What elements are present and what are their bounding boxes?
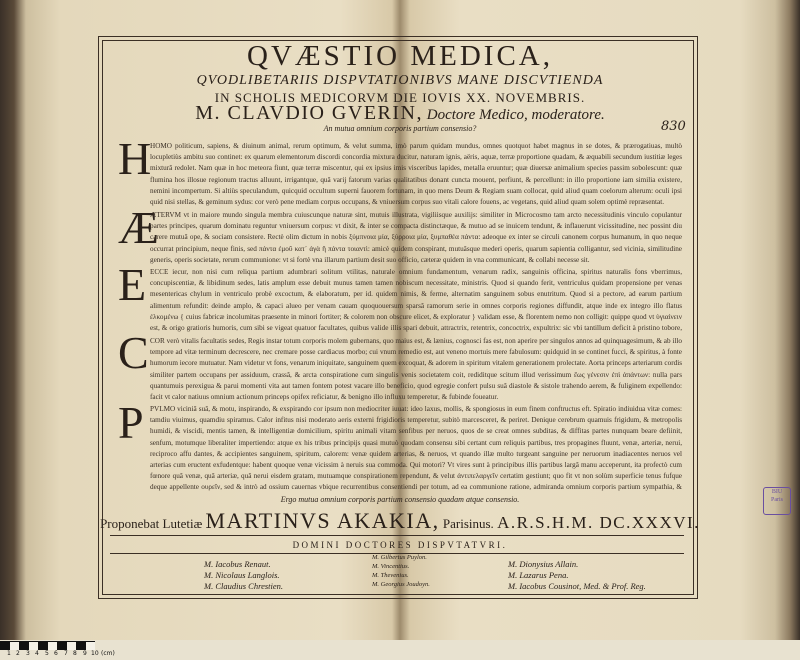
ruler-unit: (cm) [101, 650, 115, 657]
doctor-name: M. Dionysius Allain. [508, 559, 579, 569]
doctor-name: M. Thevenius. [372, 572, 409, 579]
question-subtitle: An mutua omnium corporis partium consensio? [323, 124, 477, 133]
title-line-2: QVODLIBETARIIS DISPVTATIONIBVS MANE DISCVTIENDA [196, 73, 604, 88]
ruler-label: 10 [91, 650, 99, 657]
doctors-center-column [372, 553, 430, 589]
ruler-label: 5 [45, 650, 49, 657]
drop-initial-e: E [118, 259, 147, 310]
ruler-label: 7 [64, 650, 68, 657]
doctor-name: M. Iacobus Cousinot, Med. & Prof. Reg. [508, 581, 646, 591]
doctor-name: M. Iacobus Renaut. [204, 559, 271, 569]
drop-initial-c: C [118, 327, 149, 378]
ruler-label: 1 [7, 650, 11, 657]
doctor-name: M. Claudius Chrestien. [204, 581, 284, 591]
folio-number: 830 [661, 119, 686, 134]
proponebat-line [0, 508, 800, 534]
moderator-name: M. CLAVDIO GVERIN, [195, 102, 423, 124]
title-line-1: QVÆSTIO MEDICA, [247, 40, 553, 72]
library-stamp: BIU Paris [763, 487, 791, 515]
divider-upper [110, 535, 684, 536]
doctor-name: M. Georgius Joudoyn. [372, 581, 430, 588]
title-line-3: IN SCHOLIS MEDICORVM DIE IOVIS XX. NOVEMBRIS. [214, 90, 586, 105]
doctor-name: M. Lazarus Pena. [508, 570, 569, 580]
doctors-left-column [204, 559, 283, 592]
ruler-label: 2 [16, 650, 20, 657]
ruler-label: 9 [83, 650, 87, 657]
paragraph-homo: HOMO politicum, sapiens, & diuinum animal, rerum optimum, & velut summa, imò parum quidam mundus, omnes quotquot habet magnus in se dotes, & prærogatiuas, multò locupletiùs ambitu suo continet: ex quarum elementorum discordi concordia mixtura ducitur, naturam ignis, aëris, aquæ, terræ proportione quadam, & æquabili secundum iustitiæ leges mixturâ redolet. Nam quæ in hoc meteora fiunt, quæ terræ miscentur, qui ex ipsius imis visceribus lapides, metalla eruuntur; quæ diuersæ animalium species passim sobolescunt: quæ flumina hos illosue regionum tractus alluunt, irrigantque, quâ varij fatorum varias qualitatibus donant cuncta mouent, perfiunt, & percellunt: in illo proportione iam similia existere, nemini incompertum. Si altiùs speculandum, quicquid occultum superni fauorem fortunam, in quo mens Deum & Regiam suam collocat, quid aliud quam coelorum alterum: oculi ipsi quid nisi stellas, & geminum sydus: cor verò pene mediam corpus occupans, & vniuersum corpus suo vitali calore fouens, ac vegetans, quid aliud quam solem optimè repræsentat. [150, 142, 682, 207]
proponebat-name: MARTINVS AKAKIA, [205, 508, 440, 533]
paragraph-ecce: ECCE iecur, non nisi cum reliqua partium adumbrari solitum vtilitas, naturale omnium fundamentum, venarum radix, sanguinis officina, spiritus naturalis fons vberrimus, concupiscentiæ, & libidinum sedes, latis amplum esse debuit munus tamen tamen nobiscum necessitate, ministris. Quod si quando ferit, ventriculus quidam propensione per venas mesentericas chylum in ventriculo probè excoctum, & elaboratum, per id. quidem nimis, & ferme, alternatim sanguinem sobus enutritum. Quod si a pectore, ad earum partium alimentum refundit: deinde amplo, & capaci alueo per venam cauam quoquouersum sparsâ ramorum serie in omnes corporis regiones diffundit, atque inde ex integro illo flatus ἐλκομένω { cuius fabricæ incolumitas praesente in minori fortiter; & colorem non obscure elicet, & exploratur } validam esse, & florentem nemo non colligit: quippe quod vt ὑγιαίνειν est, & origo gratioris humoris, cum sibi se vigeat quatuor facultates, quibus valide illis spari debuit, attractrix, retentrix, concoctrix, expultrix: sic vbi tantillum deficit à pristino tobore, [150, 268, 682, 333]
ruler-label: 3 [26, 650, 30, 657]
drop-initial-ae: Æ [118, 202, 159, 253]
proponebat-date: A.R.S.H.M. DC.XXXVI. [497, 513, 700, 532]
paragraph-caeterum: ÆTERVM vt in maiore mundo singula membra cuiuscunque naturæ sint, mutuis illustrata, vigiliisque auxilijs: similiter in Microcosmo tam arcto necessitudinis vinculo copulantur partes principes, quarum dominatu reguntur vniuersum corpus: vt dixit, & inter se compacta distinctæque, & mutuo ad se inuicem tendunt, & inflauerunt vicissitudine, nec possint diu carere mutuâ ope, & sociam consistere. Rectè olim dictum in nobis ξύμπνοια μία, ξύρροια μία, ξυμπαθέα πάντα: adeoque ex inter se circuli canonem corpus humanum, in quo neque occurrat principium, neque finis, sed πάντα ἐμοῦ κατ᾽ ἀγὰ ἢ πάντα τοιαντὶ: amicè quidem conspirant, mutuâsque mederi operis, quarum sapientia colligantur, sed vicinia, similitudine generis, operis societate, rerum communione: vt si fortè vna illarum partium desit suo officio, cæteræ quidem in vna communicant, & collabi necesse sit. [150, 211, 682, 264]
moderator-role: Doctore Medico, moderatore. [422, 107, 605, 123]
ruler-label: 8 [73, 650, 77, 657]
ruler-label: 6 [54, 650, 58, 657]
proponebat-prefix: Proponebat Lutetiæ [100, 516, 206, 531]
paragraph-cor: COR verò vitalis facultatis sedes, Regis instar totum corporis molem gubernans, quo maius est, & lænius, cognosci fas est, non aperire per singulos annos ad quinquagesimum, & ab illo tempore ad vitæ terminum decrescere, nec cremare posse cardiacus morbo; cui vnum remedio est, aut veneno mortuis mere fabulosum: quidquid in se continet fucci, & spiritus, à fonte humorum iecore mutuatur. Nam videtur vt fons, venarum iniquitate, sanguinem quem excoquat, & adorem in spiritum vitalem generationem prolectate. Aorta princeps arteriarum cordis similiter partem occupans per assiduum, crassâ, & arcta conspiratione cum singulis venis societatem coit, rediditque scitum illud verissimum ἕως γένεσιν ἐπὶ ἀπάντων: nulla pars quantumuis perexigua & parui momenti vita aut tamen fontem potest vacare illo beneficio, quod egregie confert pulsu suâ diastole & sistole trahendo aerem, & fuliginem expellendo: facit vt calor natiuus omnium actionum princeps opifex reficiatur, & benigno illo influxu temperetur, & fubinde foueatur. [150, 337, 682, 402]
doctor-name: M. Nicolaus Langlois. [204, 570, 280, 580]
drop-initial-p: P [118, 397, 144, 448]
paragraph-pulmo: PVLMO viciniâ suâ, & motu, inspirando, & exspirando cor ipsum non mediocriter iuuat: ideo laxus, mollis, & spongiosus in eum finem conftructus eft. Spiratio indiuidua vitæ comes: tamdiu viuimus, quamdiu spiramus. Calor infitus nisi moderato aeris externi frigidioris temperetur, subitò marcesceret, & periret. Denique cerebrum quamuis frigidum, & metropolis humidi, & viscidi, mentis tamen, & intelligentiæ domicilium, spiritu animali vitam senfibus per neruos, quos de se creat omnes subditas, & diffitas partes nunquam beare defiinit, senfum, motumque liberaliter impertiendo: atque ex his tribus principijs quasi mutuò quodam consensu sibi certant cum reliquis partibus, tres propagines fluunt, venæ, arteriæ, nerui, reciproco affu dantes, & accipientes sanguinem, spiritum, calorem: venæ quidem arterias, & neruos, vt quando illæ multo turgeant sanguine per neruorum inadiacentes neruos vel arterias cum eructent exfudentque: habent quoque venæ vicissim à neruis sua commoda. Qui motori? Vt vires sunt à principibus illis partibus largâ manu acceperunt, ita profectò cum fœnore quâ venæ, quâ arteriæ, quâ nerui eisdem gratam, mutuamque conspirationem rependunt, & velut ἀντιπελαργεῖν certatim gestiunt; quo fit vt non solùm superficie tenus fufque deque appellente ουρεῖν, sed & intrò ad ossium cauernas vbique recurrentibus consentiendi per totum, ad ea communione ratione, admiranda omnium corporis partium sympathia, & [150, 405, 682, 492]
scan-footer-strip [0, 640, 800, 660]
conclusion-line: Ergo mutua omnium corporis partium consensio quadam atque consensio. [280, 495, 520, 504]
doctor-name: M. Vincentius. [372, 563, 410, 570]
doctor-name: M. Gilbertus Puylon. [372, 554, 427, 561]
drop-initial-h: H [118, 133, 152, 184]
doctors-heading: DOMINI DOCTORES DISPVTATVRI. [292, 540, 508, 550]
scale-ruler [0, 641, 95, 650]
ruler-label: 4 [35, 650, 39, 657]
doctors-right-column [508, 559, 646, 592]
proponebat-origin: Parisinus. [439, 516, 498, 531]
